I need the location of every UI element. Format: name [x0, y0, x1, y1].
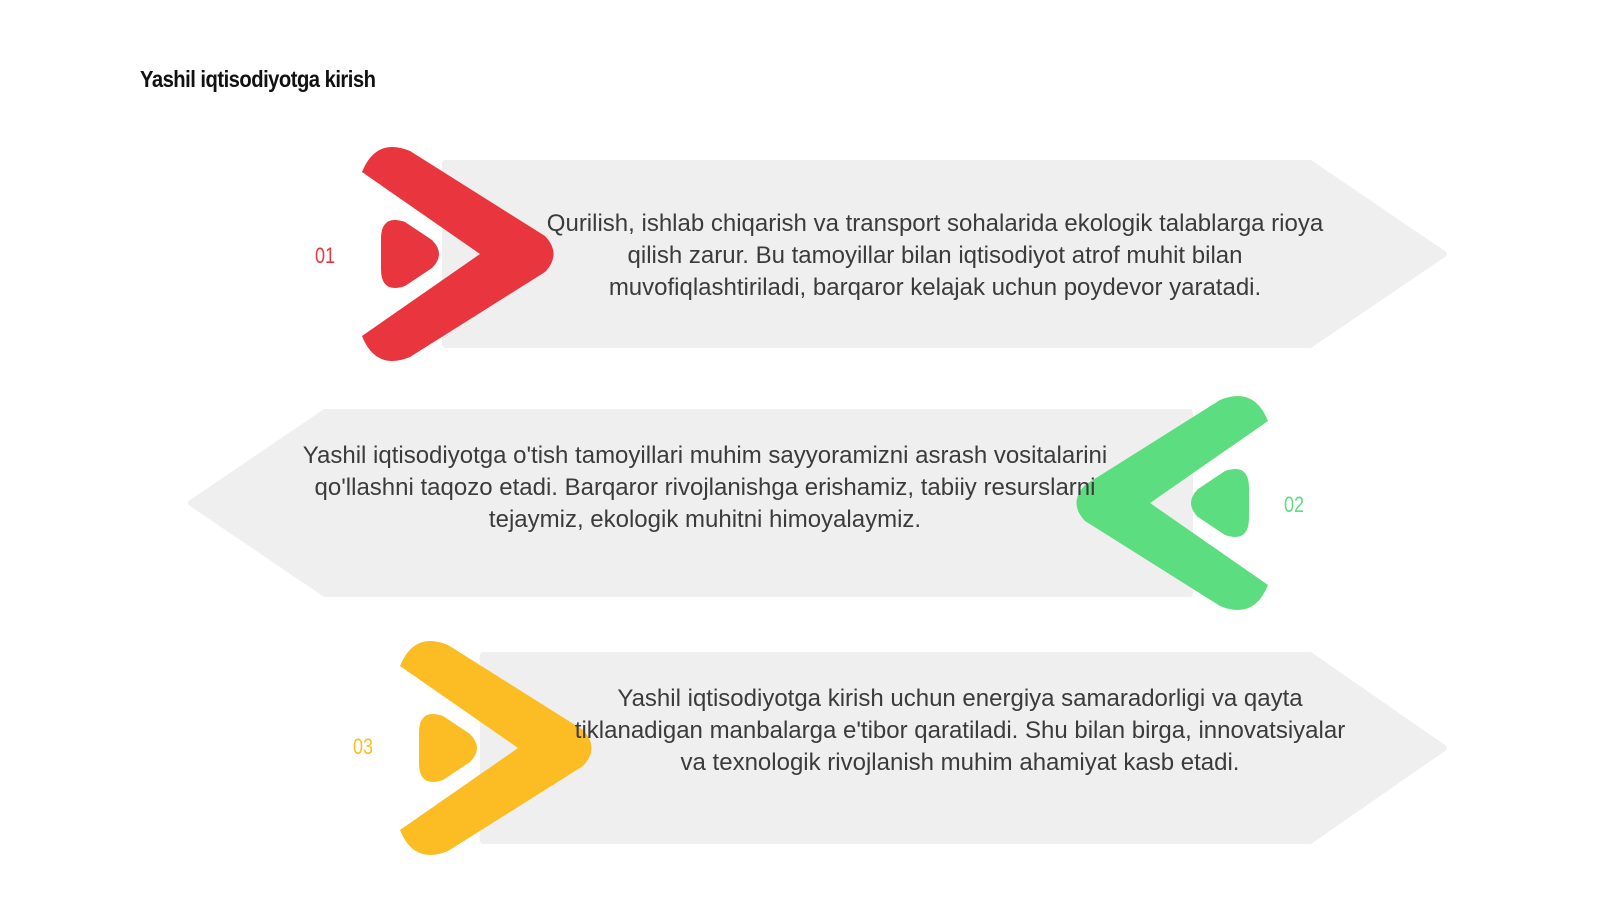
- step-2-text: Yashil iqtisodiyotga o'tish tamoyillari muhim sayyoramizni asrash vositalarini qo'llashni taqozo etadi. Barqaror rivojlanishga erishamiz, tabiiy resurslarni tejaymiz, ekologik muhitni himoyalaymiz.: [302, 442, 1108, 533]
- step-3-play-icon: [419, 714, 477, 782]
- step-2-number: 02: [1284, 492, 1305, 517]
- step-3-text: Yashil iqtisodiyotga kirish uchun energiya samaradorligi va qayta tiklanadigan manbalarga e'tibor qaratiladi. Shu bilan birga, innovatsiyalar va texnologik rivojlanish muhim ahamiyat kasb etadi.: [574, 685, 1346, 776]
- step-2-play-icon: [1191, 469, 1249, 537]
- step-1-play-icon: [381, 220, 439, 288]
- step-1-text: Qurilish, ishlab chiqarish va transport sohalarida ekologik talablarga rioya qilish zarur. Bu tamoyillar bilan iqtisodiyot atrof muhit bilan muvofiqlashtiriladi, barqaror kelajak uchun poydevor yaratadi.: [546, 210, 1324, 301]
- slide-title: Yashil iqtisodiyotga kirish: [140, 66, 376, 92]
- step-1-number: 01: [315, 243, 336, 268]
- step-3-number: 03: [353, 734, 374, 759]
